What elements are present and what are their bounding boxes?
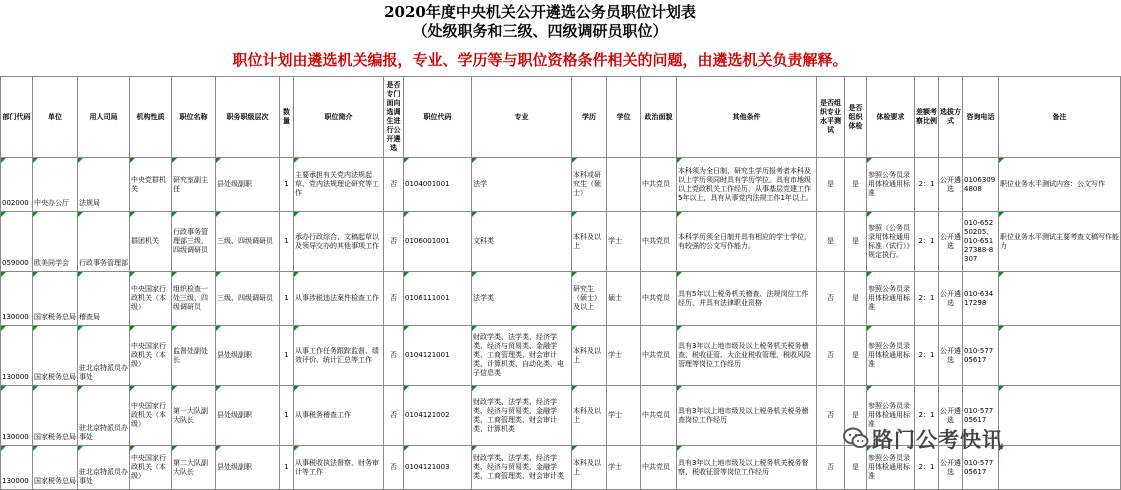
table-cell: 国家税务总局 bbox=[33, 272, 78, 326]
table-cell: 学士 bbox=[607, 326, 641, 386]
table-cell: 组织检查一处三级、四级调研员 bbox=[172, 272, 216, 326]
table-cell: 本科及以上 bbox=[572, 326, 607, 386]
table-cell: 法学类 bbox=[472, 272, 572, 326]
table-cell: 县处级副职 bbox=[216, 158, 280, 212]
table-cell: 本科学历须全日制并具有相应的学士学位，有较强的公文写作能力。 bbox=[677, 212, 817, 272]
table-cell: 财政学类、法学类、经济学类、经济与贸易类、金融学类、工商管理类、财会审计类、计算机类 bbox=[472, 386, 572, 446]
table-cell: 从事税务稽查工作 bbox=[294, 386, 384, 446]
column-header: 职务职级层次 bbox=[216, 77, 280, 158]
table-cell: 第一大队副大队长 bbox=[172, 386, 216, 446]
table-row bbox=[1, 158, 1121, 212]
table-cell: 130000 bbox=[1, 272, 33, 326]
column-header: 是否组织专业水平测试 bbox=[817, 77, 845, 158]
table-cell: 中共党员 bbox=[641, 212, 677, 272]
table-cell bbox=[607, 158, 641, 212]
table-cell: 是 bbox=[845, 158, 867, 212]
notice-text: 职位计划由遴选机关编报，专业、学历等与职位资格条件相关的问题，由遴选机关负责解释。 bbox=[232, 51, 848, 69]
table-cell: 本科及以上 bbox=[572, 212, 607, 272]
table-cell: 财政学类、法学类、经济学类、经济与贸易类、金融学类、工商管理类、财会审计类 bbox=[472, 446, 572, 490]
table-cell: 130000 bbox=[1, 326, 33, 386]
table-cell: 中央党群机关 bbox=[130, 158, 172, 212]
table-cell: 否 bbox=[384, 212, 404, 272]
table-cell: 否 bbox=[384, 326, 404, 386]
table-cell: 0104121003 bbox=[404, 446, 472, 490]
table-cell: 学士 bbox=[607, 446, 641, 490]
table-cell: 具有3年以上地市级及以上税务机关税务稽查岗位工作经历 bbox=[677, 386, 817, 446]
table-cell: 学士 bbox=[607, 386, 641, 446]
table-cell: 010-57705617 bbox=[963, 326, 999, 386]
table-cell: 是 bbox=[817, 158, 845, 212]
table-cell: 0104121002 bbox=[404, 386, 472, 446]
table-row bbox=[1, 326, 1121, 386]
table-cell: 三级、四级调研员 bbox=[216, 212, 280, 272]
table-cell: 参照《公务员录用体检通用标准（试行）》规定执行。 bbox=[867, 212, 915, 272]
table-cell: 文科类 bbox=[472, 212, 572, 272]
column-header: 用人司局 bbox=[78, 77, 130, 158]
column-header: 专业 bbox=[472, 77, 572, 158]
column-header: 部门代码 bbox=[1, 77, 33, 158]
table-cell: 1 bbox=[280, 326, 294, 386]
table-cell bbox=[999, 386, 1121, 446]
table-cell: 公开遴选 bbox=[939, 446, 963, 490]
table-cell: 0104001001 bbox=[404, 158, 472, 212]
table-cell: 稽查局 bbox=[78, 272, 130, 326]
column-header: 差额考察比例 bbox=[915, 77, 939, 158]
column-header: 学位 bbox=[607, 77, 641, 158]
table-cell: 职位业务水平测试主要考查文稿写作能力 bbox=[999, 212, 1121, 272]
page-subtitle: （处级职务和三级、四级调研员职位） bbox=[412, 22, 668, 40]
table-cell: 国家税务总局 bbox=[33, 326, 78, 386]
column-header: 咨询电话 bbox=[963, 77, 999, 158]
table-cell: 参照公务员录用体检通用标准 bbox=[867, 446, 915, 490]
table-cell: 否 bbox=[817, 386, 845, 446]
table-cell: 2：1 bbox=[915, 158, 939, 212]
table-cell: 法学 bbox=[472, 158, 572, 212]
table-cell: 130000 bbox=[1, 446, 33, 490]
table-cell: 参照公务员录用体检通用标准 bbox=[867, 326, 915, 386]
table-header-row bbox=[1, 77, 1121, 158]
table-cell: 具有3年以上地市级及以上税务机关税务督察、税收征管等岗位工作经历 bbox=[677, 446, 817, 490]
column-header: 单位 bbox=[33, 77, 78, 158]
table-cell bbox=[999, 326, 1121, 386]
table-cell: 1 bbox=[280, 446, 294, 490]
table-cell: 否 bbox=[384, 386, 404, 446]
table-cell: 中央办公厅 bbox=[33, 158, 78, 212]
column-header: 机构性质 bbox=[130, 77, 172, 158]
table-cell: 具有3年以上地市级及以上税务机关税务稽查、税收征管、大企业税收管理、税收风险管理等岗位工作经历 bbox=[677, 326, 817, 386]
table-cell: 中共党员 bbox=[641, 326, 677, 386]
table-cell: 中共党员 bbox=[641, 446, 677, 490]
table-cell: 0106001001 bbox=[404, 212, 472, 272]
table-cell: 公开遴选 bbox=[939, 212, 963, 272]
table-cell: 公开遴选 bbox=[939, 158, 963, 212]
table-cell: 2：1 bbox=[915, 326, 939, 386]
table-cell: 否 bbox=[384, 272, 404, 326]
column-header: 学历 bbox=[572, 77, 607, 158]
table-cell: 010-57705617 bbox=[963, 446, 999, 490]
table-cell: 中共党员 bbox=[641, 272, 677, 326]
wechat-icon bbox=[843, 427, 869, 449]
table-row bbox=[1, 272, 1121, 326]
table-cell: 是 bbox=[845, 446, 867, 490]
table-cell: 行政事务管理部三级、四级调研员 bbox=[172, 212, 216, 272]
table-cell: 承办行政综合、文稿起草以及领导交办的其他事项工作 bbox=[294, 212, 384, 272]
table-cell: 002000 bbox=[1, 158, 33, 212]
table-cell: 中共党员 bbox=[641, 386, 677, 446]
column-header: 体检要求 bbox=[867, 77, 915, 158]
column-header: 备注 bbox=[999, 77, 1121, 158]
table-cell: 法规局 bbox=[78, 158, 130, 212]
table-cell: 否 bbox=[817, 272, 845, 326]
watermark-text: 路门公考快讯 bbox=[872, 428, 1004, 452]
column-header: 数量 bbox=[280, 77, 294, 158]
table-cell: 第二大队副大队长 bbox=[172, 446, 216, 490]
table-cell: 国家税务总局 bbox=[33, 386, 78, 446]
table-cell: 059000 bbox=[1, 212, 33, 272]
table-cell: 驻北京特派员办事处 bbox=[78, 446, 130, 490]
column-header: 政治面貌 bbox=[641, 77, 677, 158]
table-cell: 主要承担有关党内法规起草、党内法规理论研究等工作 bbox=[294, 158, 384, 212]
table-cell: 0106111001 bbox=[404, 272, 472, 326]
column-header: 职位名称 bbox=[172, 77, 216, 158]
table-cell: 群团机关 bbox=[130, 212, 172, 272]
column-header: 是否组织体检 bbox=[845, 77, 867, 158]
table-cell: 是 bbox=[845, 386, 867, 446]
table-cell: 否 bbox=[817, 446, 845, 490]
table-cell: 1 bbox=[280, 386, 294, 446]
table-cell: 国家税务总局 bbox=[33, 446, 78, 490]
table-cell: 本科须为全日制，研究生学历报考者本科及以上学历须同时具有学历学位。具有市地级以上党政机关工作经历，从事基层党建工作5年以上，具有从事党内法规工作1年以上。 bbox=[677, 158, 817, 212]
table-cell: 中央国家行政机关（本级） bbox=[130, 272, 172, 326]
table-cell: 研究室副主任 bbox=[172, 158, 216, 212]
table-cell: 0104121001 bbox=[404, 326, 472, 386]
table-cell: 1 bbox=[280, 212, 294, 272]
table-cell: 2：1 bbox=[915, 272, 939, 326]
table-cell: 本科或研究生（硕士） bbox=[572, 158, 607, 212]
table-cell: 否 bbox=[384, 446, 404, 490]
table-cell: 是 bbox=[817, 212, 845, 272]
table-cell: 1 bbox=[280, 272, 294, 326]
table-cell: 本科及以上 bbox=[572, 446, 607, 490]
table-cell: 公开遴选 bbox=[939, 326, 963, 386]
table-cell: 从事涉税违法案件检查工作 bbox=[294, 272, 384, 326]
table-cell: 财政学类、法学类、经济学类、经济与贸易类、金融学类、工商管理类、财会审计类、计算机类、自动化类、电子信息类 bbox=[472, 326, 572, 386]
table-cell: 县处级副职 bbox=[216, 446, 280, 490]
table-cell bbox=[999, 446, 1121, 490]
table-cell: 职位业务水平测试内容：公文写作 bbox=[999, 158, 1121, 212]
table-cell: 130000 bbox=[1, 386, 33, 446]
column-header: 职位简介 bbox=[294, 77, 384, 158]
table-cell: 本科及以上 bbox=[572, 386, 607, 446]
table-cell: 欧美同学会 bbox=[33, 212, 78, 272]
table-cell: 是 bbox=[845, 272, 867, 326]
table-cell: 具有5年以上税务机关稽查、法规岗位工作经历，并具有法律职业资格 bbox=[677, 272, 817, 326]
table-cell: 行政事务管理部 bbox=[78, 212, 130, 272]
table-cell: 研究生（硕士）及以上 bbox=[572, 272, 607, 326]
column-header: 职位代码 bbox=[404, 77, 472, 158]
table-cell: 学士 bbox=[607, 212, 641, 272]
column-header: 其他条件 bbox=[677, 77, 817, 158]
table-cell: 2：1 bbox=[915, 386, 939, 446]
table-cell: 是 bbox=[845, 212, 867, 272]
page-title: 2020年度中央机关公开遴选公务员职位计划表 bbox=[384, 3, 696, 21]
table-cell: 县处级副职 bbox=[216, 326, 280, 386]
table-cell: 从事税收执法督察、财务审计等工作 bbox=[294, 446, 384, 490]
table-cell: 参照公务员录用体检通用标准 bbox=[867, 158, 915, 212]
table-cell: 010-65250205、010-65127388-8307 bbox=[963, 212, 999, 272]
column-header: 选拔方式 bbox=[939, 77, 963, 158]
table-cell: 公开遴选 bbox=[939, 386, 963, 446]
column-header: 是否专门面向选调生进行公开遴选 bbox=[384, 77, 404, 158]
table-cell: 监督处副处长 bbox=[172, 326, 216, 386]
table-cell: 1 bbox=[280, 158, 294, 212]
table-cell: 2：1 bbox=[915, 446, 939, 490]
table-cell: 中央国家行政机关（本级） bbox=[130, 386, 172, 446]
table-cell: 是 bbox=[845, 326, 867, 386]
table-cell: 硕士 bbox=[607, 272, 641, 326]
table-cell: 010-63417298 bbox=[963, 272, 999, 326]
table-cell: 县处级副职 bbox=[216, 386, 280, 446]
table-cell: 公开遴选 bbox=[939, 272, 963, 326]
table-cell: 01063094808 bbox=[963, 158, 999, 212]
table-cell: 否 bbox=[817, 326, 845, 386]
table-cell: 参照公务员录用体检通用标准 bbox=[867, 272, 915, 326]
table-cell bbox=[999, 272, 1121, 326]
table-cell: 驻北京特派员办事处 bbox=[78, 386, 130, 446]
table-cell: 2：1 bbox=[915, 212, 939, 272]
table-cell: 中共党员 bbox=[641, 158, 677, 212]
table-cell: 参照公务员录用体检通用标准 bbox=[867, 386, 915, 446]
table-cell: 中央国家行政机关（本级） bbox=[130, 326, 172, 386]
table-cell: 中央国家行政机关（本级） bbox=[130, 446, 172, 490]
table-cell: 否 bbox=[384, 158, 404, 212]
table-cell: 三级、四级调研员 bbox=[216, 272, 280, 326]
table-cell: 驻北京特派员办事处 bbox=[78, 326, 130, 386]
table-row bbox=[1, 212, 1121, 272]
table-cell: 010-57705617 bbox=[963, 386, 999, 446]
table-cell: 从事工作任务跟踪监督、绩效评价、统计汇总等工作 bbox=[294, 326, 384, 386]
